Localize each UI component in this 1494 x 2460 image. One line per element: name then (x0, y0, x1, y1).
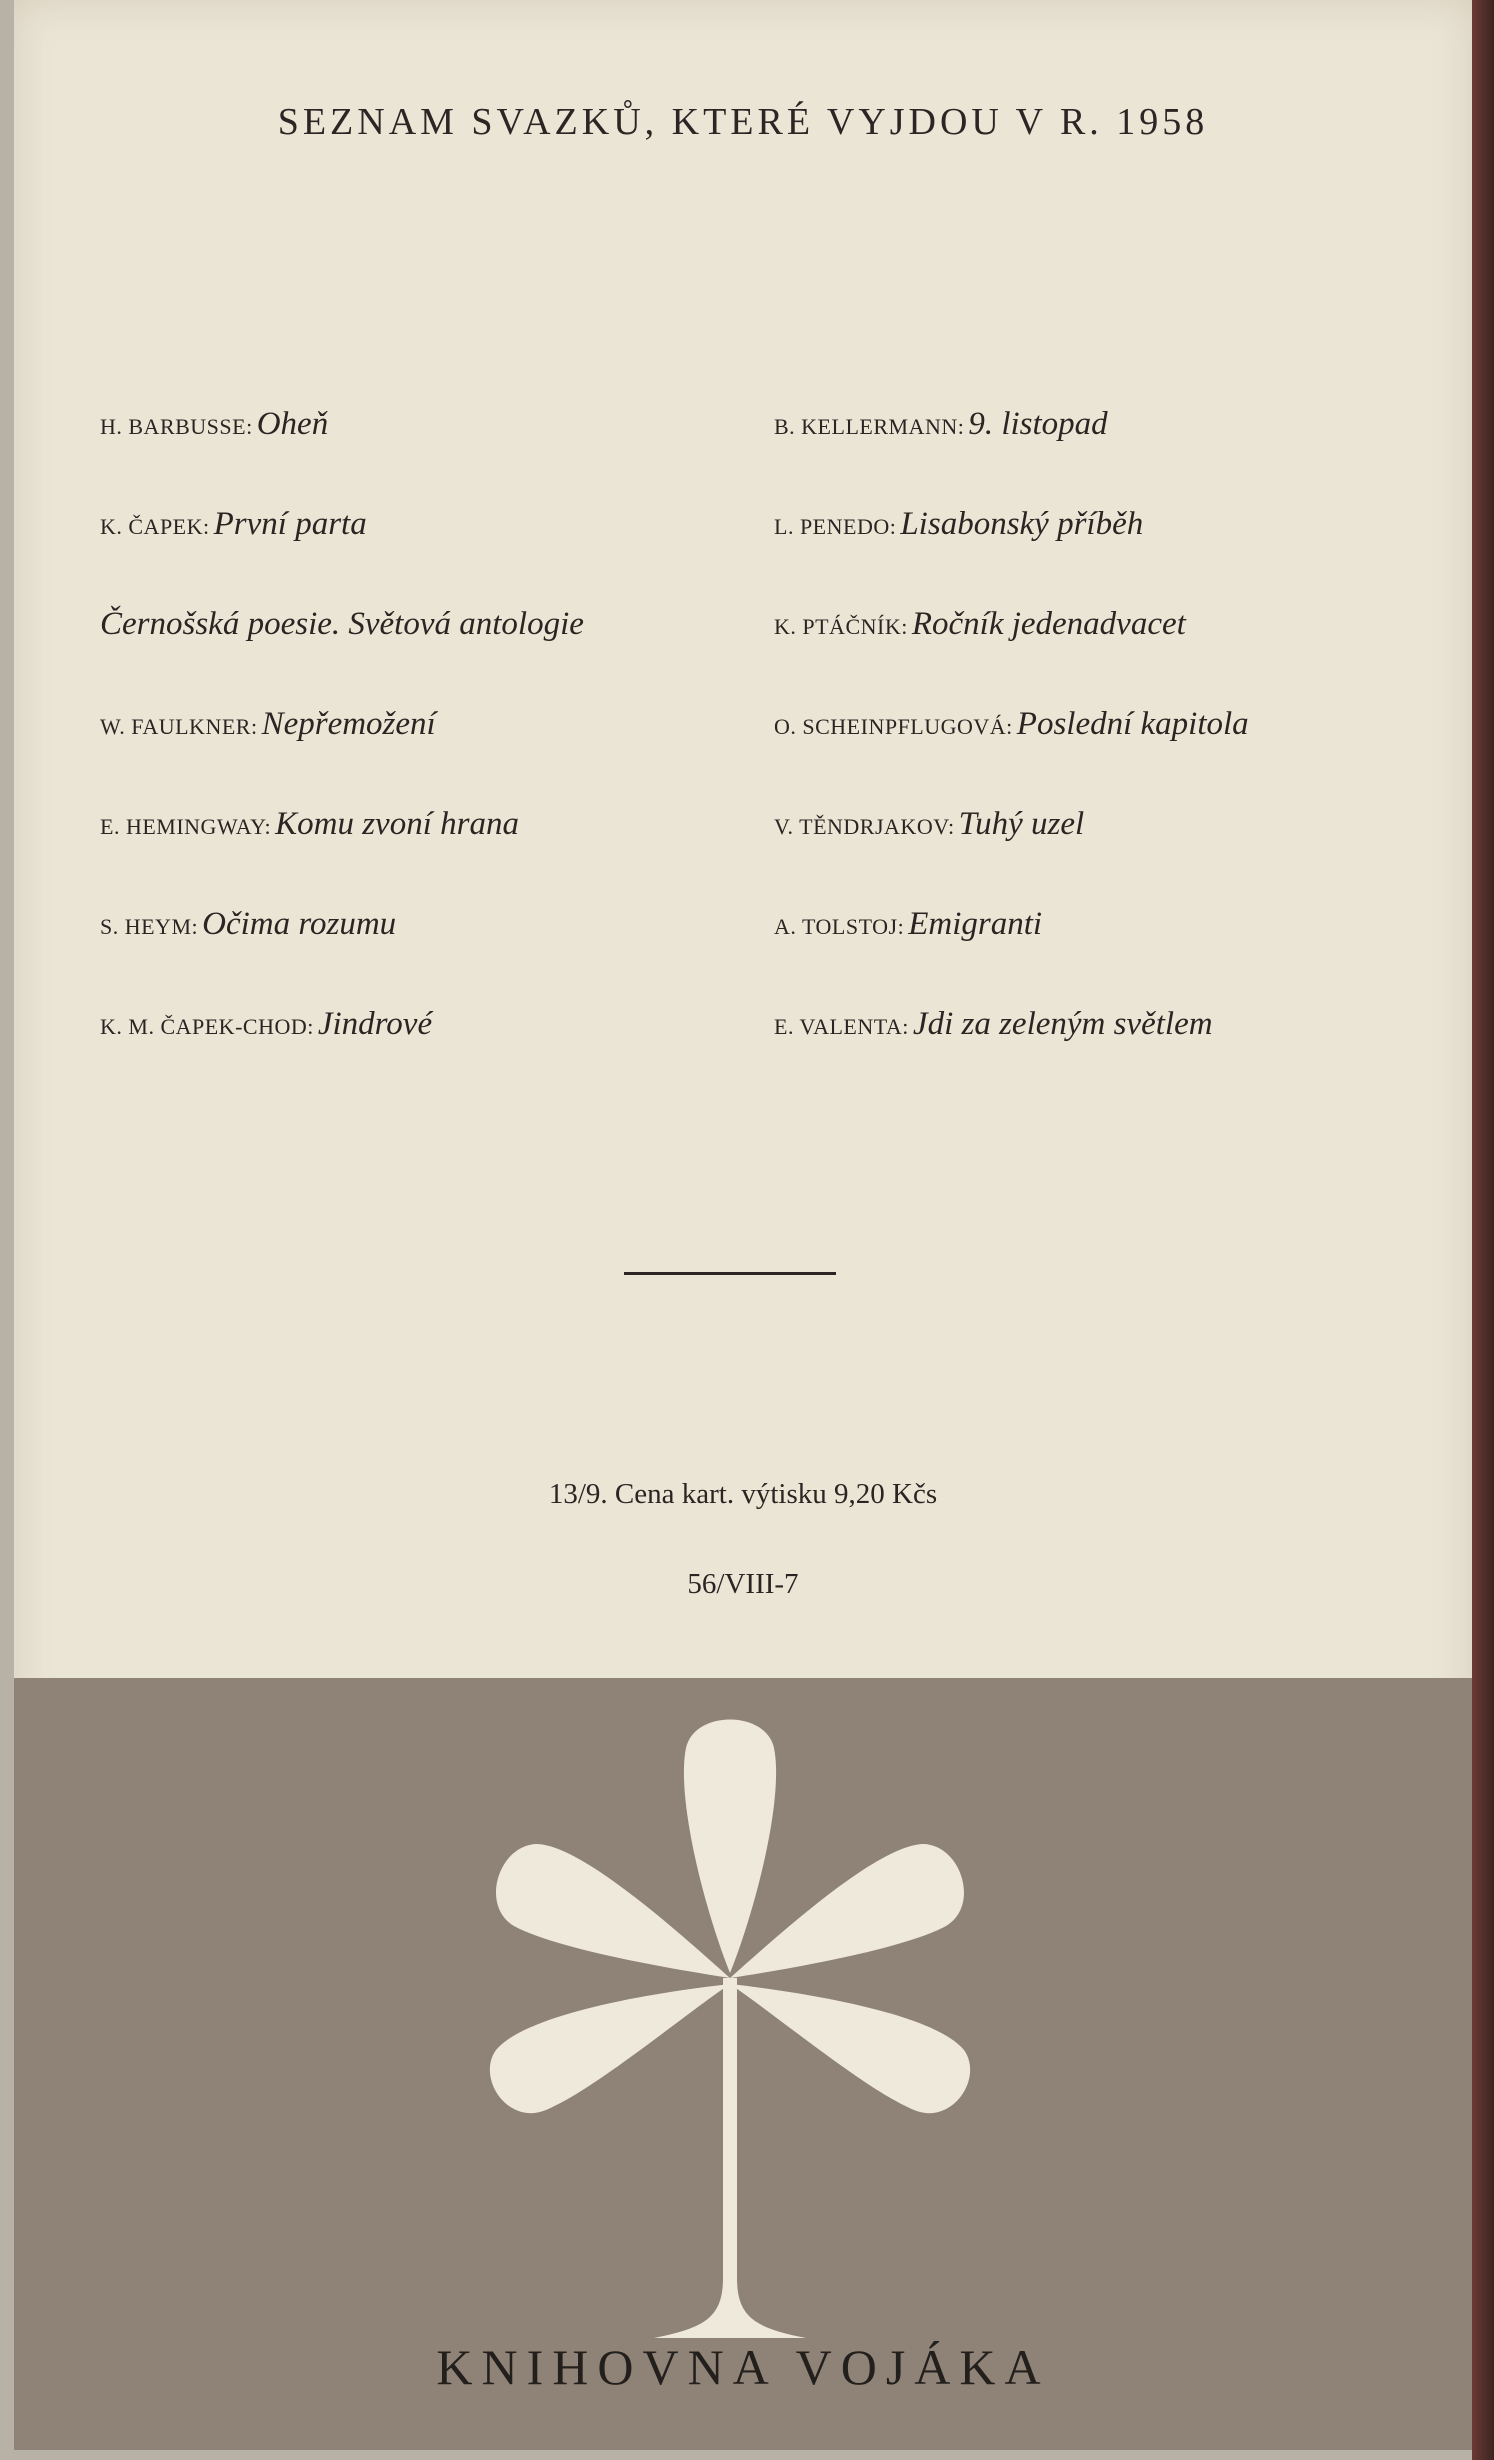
author-name: V. TĚNDRJAKOV: (774, 814, 955, 839)
book-title: Oheň (256, 406, 329, 442)
author-name: S. HEYM: (100, 914, 199, 939)
list-item (100, 706, 436, 743)
list-item (774, 906, 1042, 943)
book-title: Emigranti (908, 906, 1043, 942)
series-band (14, 1678, 1472, 2450)
book-title: První parta (213, 506, 367, 542)
book-title: Jindrové (317, 1006, 433, 1042)
book-back-cover (14, 0, 1472, 2450)
list-item (100, 406, 328, 443)
list-item (100, 1006, 432, 1043)
author-name: L. PENEDO: (774, 514, 897, 539)
book-list (14, 0, 1472, 1100)
book-title: Komu zvoní hrana (275, 806, 519, 842)
author-name: K. PTÁČNÍK: (774, 614, 908, 639)
flower-emblem-icon (14, 1678, 1472, 2450)
author-name: B. KELLERMANN: (774, 414, 965, 439)
author-name: E. VALENTA: (774, 1014, 909, 1039)
book-title: Jdi za zeleným světlem (912, 1006, 1213, 1042)
book-title: Nepřemožení (261, 706, 436, 742)
series-name: KNIHOVNA VOJÁKA (436, 2339, 1050, 2395)
list-item (100, 806, 519, 843)
author-name: W. FAULKNER: (100, 714, 258, 739)
author-name: E. HEMINGWAY: (100, 814, 272, 839)
author-name: K. M. ČAPEK-CHOD: (100, 1014, 314, 1039)
list-item (774, 1006, 1213, 1043)
list-item (100, 506, 367, 543)
book-title: 9. listopad (968, 406, 1108, 442)
book-title: Poslední kapitola (1016, 706, 1249, 742)
list-item (774, 406, 1108, 443)
list-item (100, 906, 396, 943)
author-name: H. BARBUSSE: (100, 414, 253, 439)
divider-rule (624, 1272, 836, 1275)
list-item (774, 706, 1249, 743)
book-title: Ročník jedenadvacet (911, 606, 1186, 642)
list-item (100, 606, 584, 643)
list-item (774, 606, 1186, 643)
list-item (774, 806, 1084, 843)
print-code: 56/VIII-7 (687, 1568, 799, 1600)
author-name: O. SCHEINPFLUGOVÁ: (774, 714, 1013, 739)
book-title: Očima rozumu (202, 906, 397, 942)
price-line: 13/9. Cena kart. výtisku 9,20 Kčs (548, 1478, 938, 1510)
book-title: Lisabonský příběh (900, 506, 1144, 542)
book-title: Tuhý uzel (958, 806, 1085, 842)
list-item (774, 506, 1143, 543)
author-name: K. ČAPEK: (100, 514, 210, 539)
book-title: Černošská poesie. Světová antologie (100, 606, 584, 642)
list-heading: SEZNAM SVAZKŮ, KTERÉ VYJDOU V R. 1958 (277, 101, 1209, 143)
spine-edge (1472, 0, 1494, 2460)
author-name: A. TOLSTOJ: (774, 914, 905, 939)
